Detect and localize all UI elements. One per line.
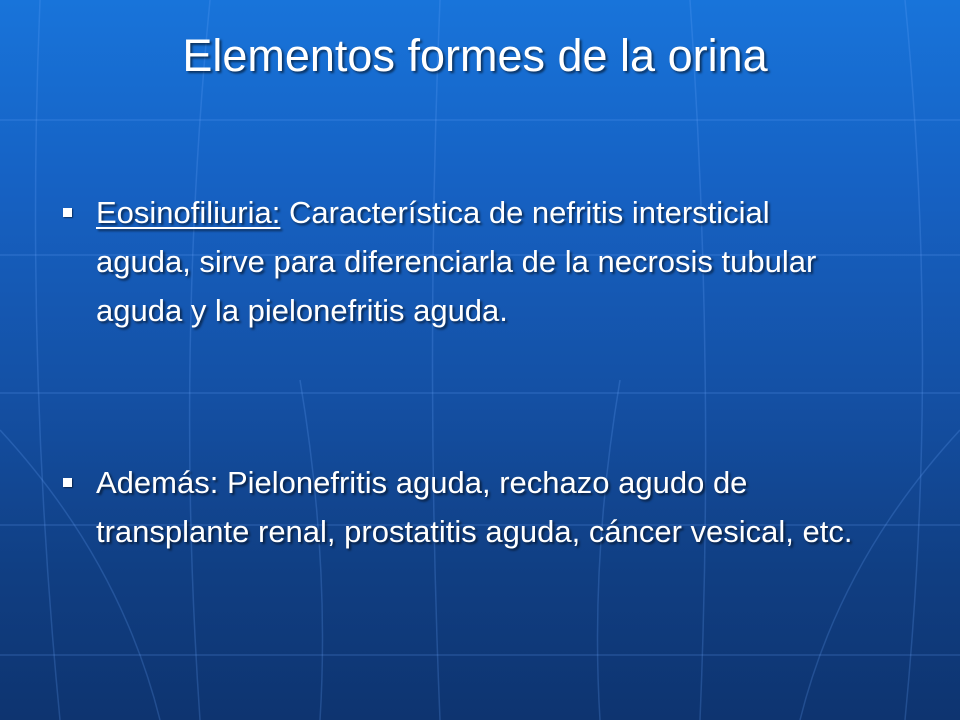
square-bullet-icon [63,208,72,217]
bullet-item-eosinofiliuria [60,188,940,335]
bullet-term: Eosinofiliuria: [96,195,281,230]
slide-title: Elementos formes de la orina [182,30,768,81]
bullet-text [96,458,940,556]
bullet-line: Además: Pielonefritis aguda, rechazo agudo de [96,465,748,500]
bullet-text [96,188,940,335]
bullet-line-text: Característica de nefritis intersticial [289,195,770,230]
bullet-item-ademas [60,458,940,556]
bullet-line [96,188,940,237]
bullet-line: aguda y la pielonefritis aguda. [96,293,508,328]
bullet-line: aguda, sirve para diferenciarla de la necrosis tubular [96,244,817,279]
square-bullet-icon [63,478,72,487]
bullet-line: transplante renal, prostatitis aguda, cáncer vesical, etc. [96,514,853,549]
